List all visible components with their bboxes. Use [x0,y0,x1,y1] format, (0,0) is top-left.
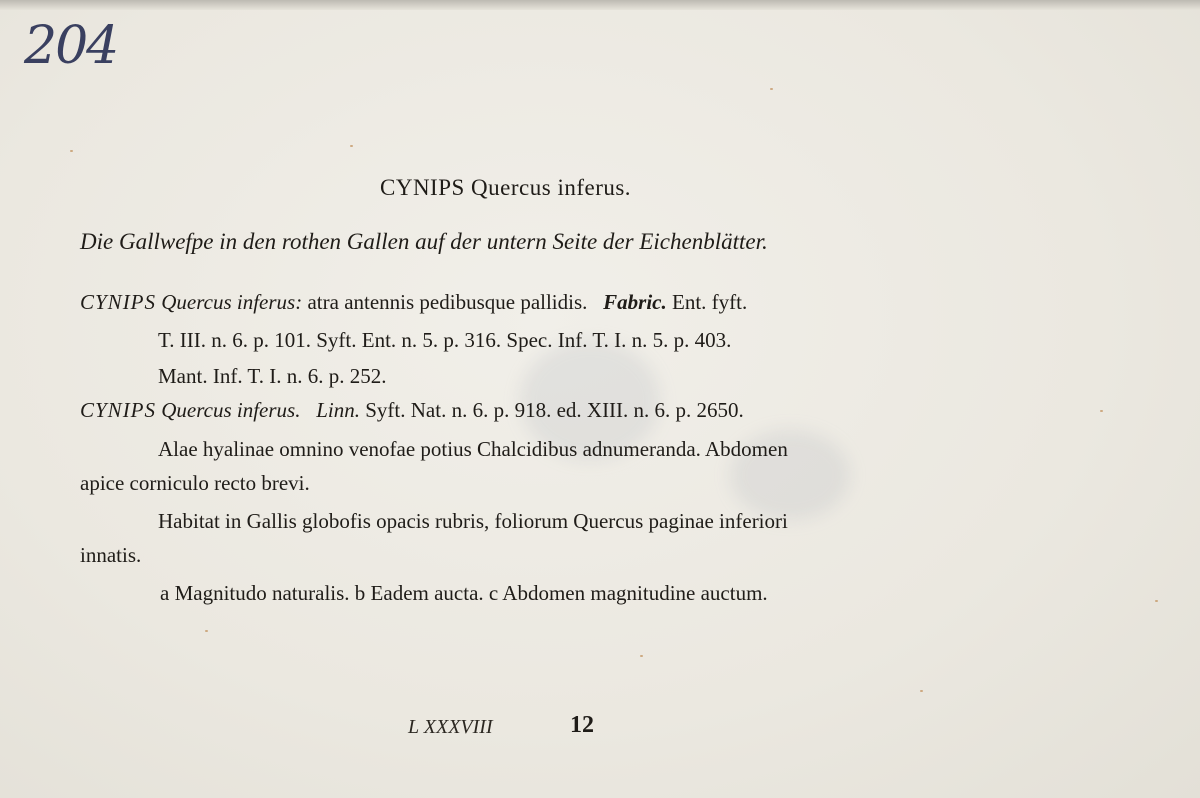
reference-fabricius [80,290,747,315]
author-name: Linn. [316,398,360,422]
paragraph-line: Alae hyalinae omnino venofae potius Chalcidibus adnumeranda. Abdomen [158,437,788,461]
reference-line: Mant. Inf. T. I. n. 6. p. 252. [158,364,387,388]
paper-fleck [640,655,643,657]
paragraph-line: innatis. [80,543,142,567]
paper-fleck [1100,410,1103,412]
paper-fleck [920,690,923,692]
paper-fleck [205,630,208,632]
genus-name: CYNIPS [80,398,157,422]
handwritten-number: 204 [24,16,118,76]
paragraph-line: Habitat in Gallis globofis opacis rubris, foliorum Quercus paginae inferiori [158,509,788,533]
page-title: CYNIPS Quercus inferus. [380,175,632,200]
top-edge [0,0,1200,10]
description: atra antennis pedibusque pallidis. [302,290,588,314]
paper-fleck [350,145,353,147]
reference-line: T. III. n. 6. p. 101. Syft. Ent. n. 5. p. 316. Spec. Inf. T. I. n. 5. p. 403. [158,328,732,352]
german-subtitle: Die Gallwefpe in den rothen Gallen auf der untern Seite der Eichenblätter. [80,229,768,254]
reference-linnaeus [80,398,744,423]
species-name: Quercus inferus. [161,398,301,422]
plate-roman-numeral: L XXXVIII [408,716,493,738]
citation: Ent. fyft. [666,290,748,314]
genus-name: CYNIPS [80,290,157,314]
paper-fleck [770,88,773,90]
author-name: Fabric. [603,290,667,314]
citation: Syft. Nat. n. 6. p. 918. ed. XIII. n. 6. p. 2650. [360,398,744,422]
figure-legend: a Magnitudo naturalis. b Eadem aucta. c Abdomen magnitudine auctum. [160,581,768,605]
page-number: 12 [570,712,594,738]
species-name: Quercus inferus: [161,290,303,314]
paragraph-line: apice corniculo recto brevi. [80,471,310,495]
paper-fleck [1155,600,1158,602]
paper-fleck [70,150,73,152]
